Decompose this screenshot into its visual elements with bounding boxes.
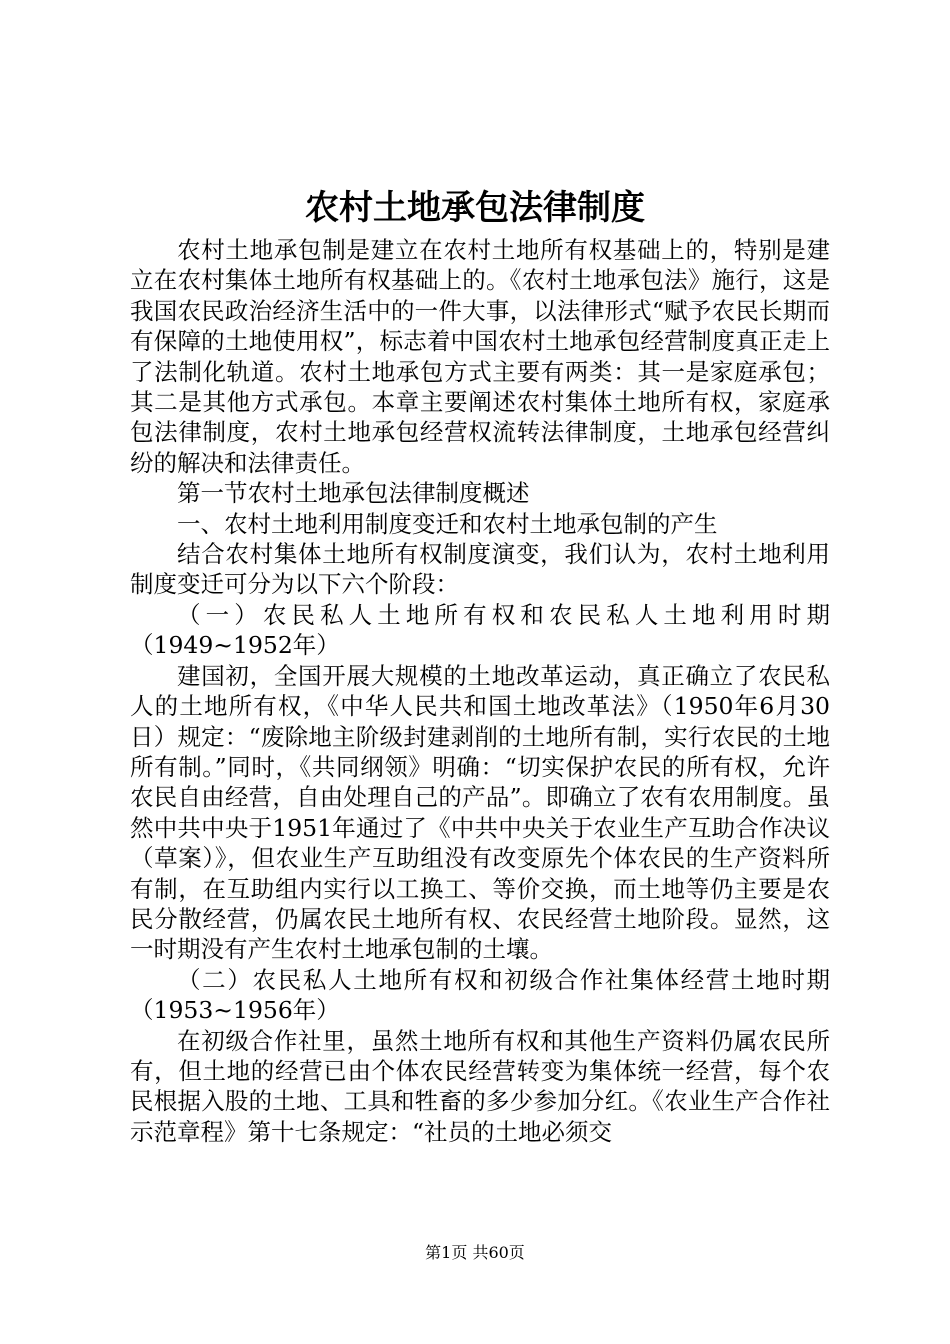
paragraph-intro: 农村土地承包制是建立在农村土地所有权基础上的，特别是建立在农村集体土地所有权基础上的。《农村土地承包法》施行，这是我国农民政治经济生活中的一件大事，以法律形式“赋予农民长期而有保障的土地使用权”，标志着中国农村土地承包经营制度真正走上了法制化轨道。农村土地承包方式主要有两类：其一是家庭承包；其二是其他方式承包。本章主要阐述农村集体土地所有权，家庭承包法律制度，农村土地承包经营权流转法律制度，土地承包经营纠纷的解决和法律责任。 bbox=[130, 236, 830, 477]
paragraph-stages: 结合农村集体土地所有权制度演变，我们认为，农村土地利用制度变迁可分为以下六个阶段： bbox=[130, 540, 830, 599]
paragraph-stage-2: 在初级合作社里，虽然土地所有权和其他生产资料仍属农民所有，但土地的经营已由个体农民经营转变为集体统一经营，每个农民根据入股的土地、工具和牲畜的多少参加分红。《农业生产合作社示范章程》第十七条规定：“社员的土地必须交 bbox=[130, 1026, 830, 1146]
document-body bbox=[130, 235, 830, 1147]
page-title: 农村土地承包法律制度 bbox=[305, 188, 645, 228]
section-heading: 第一节农村土地承包法律制度概述 bbox=[177, 479, 530, 508]
paragraph-stage-1: 建国初，全国开展大规模的土地改革运动，真正确立了农民私人的土地所有权，《中华人民共和国土地改革法》（1950年6月30日）规定：“废除地主阶级封建剥削的土地所有制，实行农民的土地所有制。”同时，《共同纲领》明确：“切实保护农民的所有权，允许农民自由经营，自由处理自己的产品”。即确立了农有农用制度。虽然中共中央于1951年通过了《中共中央关于农业生产互助合作决议（草案）》，但农业生产互助组没有改变原先个体农民的生产资料所有制，在互助组内实行以工换工、等价交换，而土地等仍主要是农民分散经营，仍属农民土地所有权、农民经营土地阶段。显然，这一时期没有产生农村土地承包制的土壤。 bbox=[130, 661, 830, 964]
stage-heading-2: （二）农民私人土地所有权和初级合作社集体经营土地时期（1953~1956年） bbox=[130, 965, 830, 1025]
subsection-heading: 一、农村土地利用制度变迁和农村土地承包制的产生 bbox=[177, 509, 718, 538]
page-footer: 第1页 共60页 bbox=[425, 1243, 525, 1262]
stage-heading-1: （一）农民私人土地所有权和农民私人土地利用时期（1949~1952年） bbox=[130, 600, 830, 660]
